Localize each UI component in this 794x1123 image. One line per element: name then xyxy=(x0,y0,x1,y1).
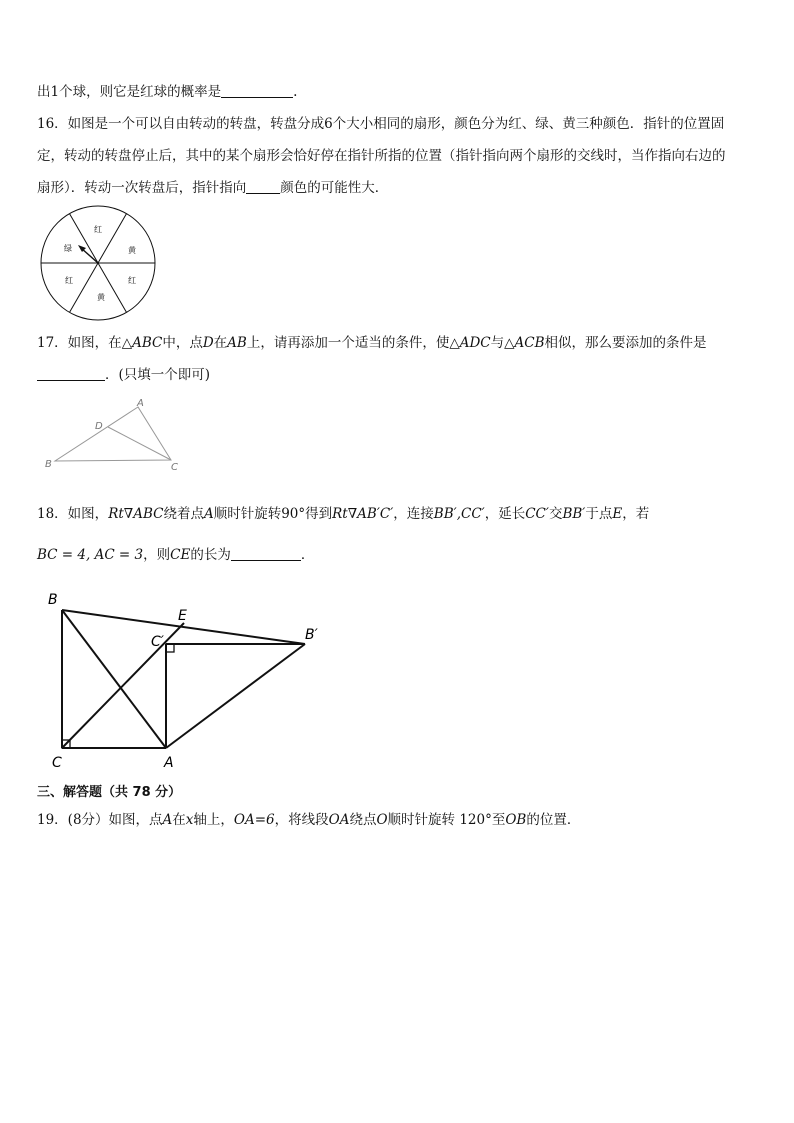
q15-line: 出1个球，则它是红球的概率是 . xyxy=(37,84,298,100)
sector-label: 黄 xyxy=(128,246,136,255)
triangle-abc-figure xyxy=(40,396,190,474)
q16-line-2: 定，转动的转盘停止后，其中的某个扇形会恰好停在指针所指的位置（指针指向两个扇形的交线时，当作指向右边的 xyxy=(37,148,726,164)
sector-label: 黄 xyxy=(97,293,105,302)
q17-line-1: 17．如图，在△ABC中，点D在AB上，请再添加一个适当的条件，使△ADC与△ACB相似，那么要添加的条件是 xyxy=(37,335,707,351)
label-C: C xyxy=(52,755,62,771)
q17-answer-blank[interactable] xyxy=(37,366,105,381)
label-B: B xyxy=(45,459,52,470)
q16-line-1: 16．如图是一个可以自由转动的转盘，转盘分成6个大小相同的扇形，颜色分为红、绿、黄三种颜色．指针的位置固 xyxy=(37,116,725,132)
sector-label: 红 xyxy=(128,276,136,285)
q17-line-2: ．(只填一个即可) xyxy=(37,366,210,384)
spinner-figure xyxy=(40,205,160,323)
q16-line-3: 扇形）．转动一次转盘后，指针指向 颜色的可能性大． xyxy=(37,180,389,196)
sector-label: 绿 xyxy=(64,244,72,253)
q18-line-2: BC = 4, AC = 3，则CE的长为 ． xyxy=(37,547,315,563)
label-A: A xyxy=(164,755,174,771)
label-B-prime: B′ xyxy=(305,627,318,643)
q19-line: 19．(8分）如图，点A在x轴上，OA=6，将线段OA绕点O顺时针旋转 120°至OB的位置． xyxy=(37,812,581,828)
q16-answer-blank[interactable] xyxy=(246,179,280,194)
sector-label: 红 xyxy=(94,225,102,234)
sector-label: 红 xyxy=(65,276,73,285)
q18-line-1: 18．如图，Rt∇ABC绕着点A顺时针旋转90°得到Rt∇AB′C′，连接BB′,CC′，延长CC′交BB′于点E，若 xyxy=(37,506,650,522)
q15-text: 出1个球，则它是红球的概率是 xyxy=(37,84,222,100)
label-E: E xyxy=(178,608,187,624)
q15-answer-blank[interactable] xyxy=(221,83,293,98)
rotation-figure xyxy=(40,586,330,774)
label-B: B xyxy=(48,592,58,608)
section-heading: 三、解答题（共 78 分） xyxy=(37,785,182,800)
label-C-prime: C′ xyxy=(151,634,164,650)
label-A: A xyxy=(137,398,144,409)
label-C: C xyxy=(171,462,178,473)
label-D: D xyxy=(95,421,103,432)
q18-answer-blank[interactable] xyxy=(231,546,301,561)
